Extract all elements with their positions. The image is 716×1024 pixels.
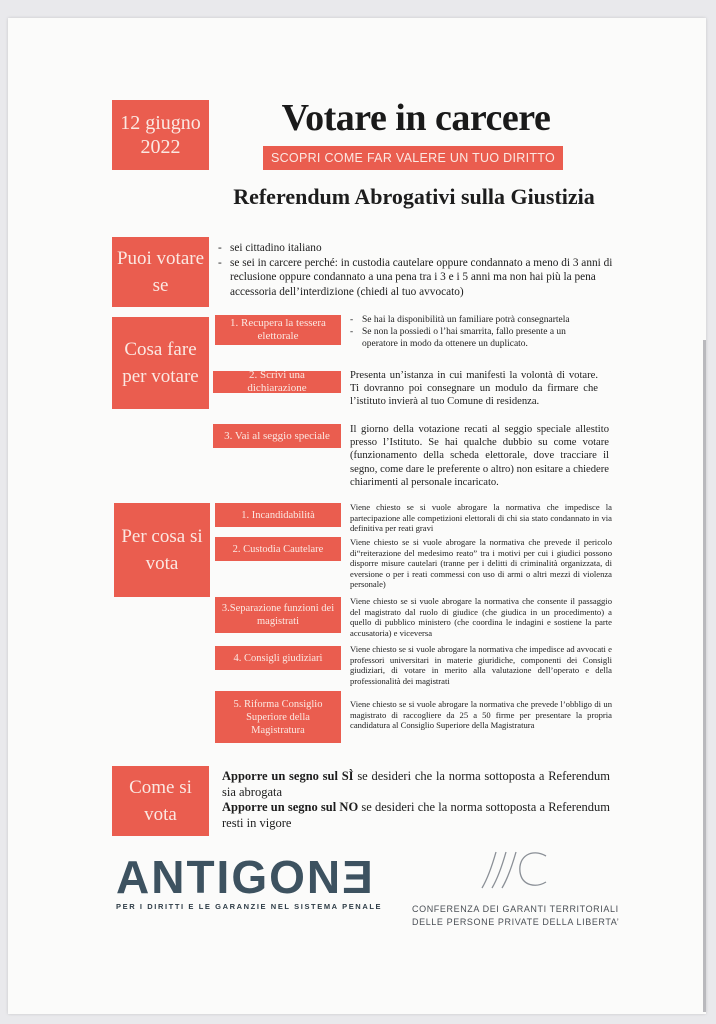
antigone-logo: ANTIGONƎ <box>116 851 375 903</box>
page-title: Votare in carcere <box>281 97 551 139</box>
question-box-4 <box>215 646 341 670</box>
question-box-2 <box>215 537 341 561</box>
question-1-description: Viene chiesto se si vuole abrogare la normativa che impedisce la partecipazione alle competizioni elettorali di chi sia stato condannato in via definitiva per reati gravi <box>350 502 612 534</box>
list-item: - Se non la possiedi o l’hai smarrita, fallo presente a un operatore in modo da ottenere un duplicato. <box>350 326 598 350</box>
referendum-heading: Referendum Abrogativi sulla Giustizia <box>233 184 595 209</box>
yes-instruction <box>222 769 610 800</box>
question-box-3 <box>215 597 341 633</box>
question-3-description: Viene chiesto se si vuole abrogare la normativa che consente il passaggio del magistrato dal ruolo di giudice (che giudica in un procedimento) a quello di pubblico ministero (che coordina le indagini e sostiene la parte accusatoria) e viceversa <box>350 596 612 638</box>
list-item: - se sei in carcere perché: in custodia cautelare oppure condannato a meno di 3 anni di reclusione oppure condannato a una pena tra i 3 e i 5 anni ma non hai più la pena accessoria dell’interdizione (chiedi al tuo avvocato) <box>218 256 613 300</box>
section-label-text: Per cosa si vota <box>121 526 203 574</box>
question-box-1 <box>215 503 341 527</box>
question-4-description: Viene chiesto se si vuole abrogare la normativa che impedisce ad avvocati e professori universitari in materie giuridiche, componenti dei Consigli giudiziari, di votare in merito alla valutazione dell’operato e della professionalità dei magistrati <box>350 644 612 686</box>
no-instruction <box>222 800 610 831</box>
voting-instructions <box>222 769 610 831</box>
conference-name-line-1: CONFERENZA DEI GARANTI TERRITORIALI <box>412 904 619 914</box>
date-text: 12 giugno 2022 <box>120 112 201 158</box>
question-label: 1. Incandidabilità <box>241 509 315 521</box>
question-label: 4. Consigli giudiziari <box>233 652 323 664</box>
no-bold-text: Apporre un segno sul NO <box>222 800 359 814</box>
section-label-text: Puoi votare se <box>116 248 205 296</box>
step-box-1 <box>215 315 341 345</box>
section-label-puoi-votare <box>112 237 209 307</box>
no-rest-text: se desideri che la norma sottoposta a Referendum resti in vigore <box>222 800 610 830</box>
step-3-description: Il giorno della votazione recati al seggio speciale allestito presso l’Istituto. Se hai qualche dubbio su come votare (funzionamento della scheda elettorale, dove tracciare il segno, come dare le preferente o altro) non esitare a chiedere chiarimenti al personale incaricato. <box>350 424 609 488</box>
list-item: - sei cittadino italiano <box>218 241 613 256</box>
date-box <box>112 100 209 170</box>
section-label-per-cosa <box>114 503 210 597</box>
antigone-tagline: PER I DIRITTI E LE GARANZIE NEL SISTEMA PENALE <box>116 902 383 911</box>
question-label: 5. Riforma Consiglio Superiore della Magistratura <box>233 698 323 736</box>
section-label-cosa-fare <box>112 317 209 409</box>
step-label: 3. Vai al seggio speciale <box>224 429 330 442</box>
section-label-come-si-vota <box>112 766 209 836</box>
eligibility-list <box>218 241 613 299</box>
step-box-3 <box>213 424 341 448</box>
question-label: 3.Separazione funzioni dei magistrati <box>221 603 335 627</box>
subtitle-text: SCOPRI COME FAR VALERE UN TUO DIRITTO <box>270 151 556 165</box>
section-label-text: Cosa fare per votare <box>122 339 199 387</box>
list-item: - Se hai la disponibilità un familiare potrà consegnartela <box>350 314 598 326</box>
step-label: 2. Scrivi una dichiarazione <box>247 369 307 394</box>
step-1-list <box>350 314 598 350</box>
question-box-5 <box>215 691 341 743</box>
conference-name-line-2: DELLE PERSONE PRIVATE DELLA LIBERTA’ <box>412 917 620 927</box>
step-2-description: Presenta un’istanza in cui manifesti la volontà di votare. Ti dovranno poi consegnare un modulo da firmare che l’istituto invierà al tuo Comune di residenza. <box>350 370 598 408</box>
conference-logo-icon <box>474 844 554 894</box>
question-label: 2. Custodia Cautelare <box>232 543 324 555</box>
subtitle-banner <box>263 146 563 170</box>
yes-rest-text: se desideri che la norma sottoposta a Referendum sia abrogata <box>222 769 610 799</box>
step-box-2 <box>213 371 341 393</box>
question-2-description: Viene chiesto se si vuole abrogare la normativa che prevede il pericolo di“reiterazione del medesimo reato” tra i motivi per cui i giudici possono disporre misure cautelari (tranne per i delitti di criminalità organizzata, di eversione o per i reati commessi con uso di armi o altri mezzi di violenza personale) <box>350 537 612 590</box>
question-5-description: Viene chiesto se si vuole abrogare la normativa che prevede l’obbligo di un magistrato di raccogliere da 25 a 50 firme per presentare la propria candidatura al Consiglio Superiore della Magistratura <box>350 699 612 731</box>
page-edge-shadow <box>703 340 706 1012</box>
yes-bold-text: Apporre un segno sul SÌ <box>222 769 354 783</box>
section-label-text: Come si vota <box>129 777 192 825</box>
step-label: 1. Recupera la tessera elettorale <box>230 317 326 342</box>
